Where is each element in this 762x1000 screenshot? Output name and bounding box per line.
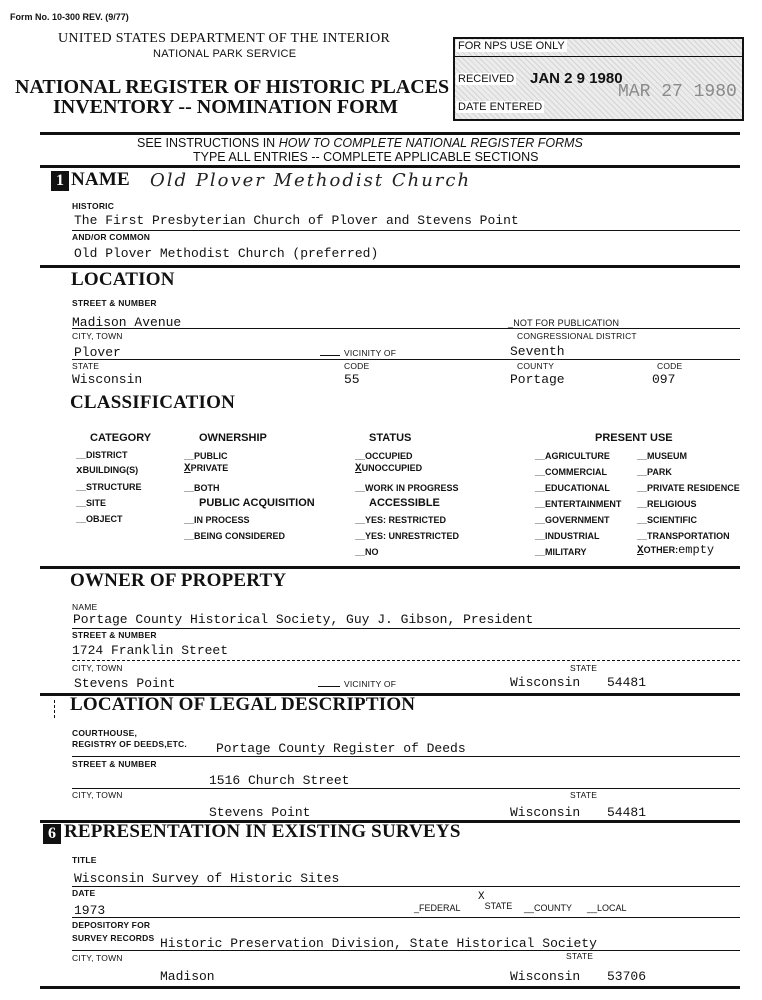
- use-scientific: __SCIENTIFIC: [637, 515, 698, 525]
- survey-date-value: 1973: [74, 903, 106, 918]
- legal-city-label: CITY, TOWN: [72, 790, 123, 800]
- survey-county: __COUNTY: [524, 903, 573, 913]
- legal-street-value: 1516 Church Street: [209, 773, 350, 788]
- service-name: NATIONAL PARK SERVICE: [153, 48, 297, 60]
- common-label: AND/OR COMMON: [72, 232, 151, 242]
- section-title-name: NAME: [71, 169, 130, 190]
- received-label: RECEIVED: [458, 73, 515, 85]
- state-value: Wisconsin: [72, 372, 143, 387]
- section-title-legal-description: LOCATION OF LEGAL DESCRIPTION: [70, 694, 416, 715]
- rule: [72, 756, 740, 757]
- owner-city-value: Stevens Point: [74, 676, 176, 691]
- instructions-top-rule: [40, 132, 740, 135]
- legal-street-label: STREET & NUMBER: [72, 759, 157, 769]
- courthouse-label: COURTHOUSE,: [72, 728, 138, 738]
- use-entertainment: __ENTERTAINMENT: [535, 499, 622, 509]
- survey-title-label: TITLE: [72, 855, 97, 865]
- owner-zip-value: 54481: [607, 675, 647, 690]
- section-rule: [40, 265, 740, 268]
- rule: [72, 950, 740, 951]
- legal-state-label: STATE: [570, 790, 598, 800]
- survey-local: __LOCAL: [587, 903, 627, 913]
- rule: [72, 917, 740, 918]
- use-military: __MILITARY: [535, 547, 587, 557]
- rule: [72, 660, 740, 661]
- vicinity-blank: [320, 355, 340, 356]
- date-entered-label: DATE ENTERED: [458, 101, 543, 113]
- owner-street-label: STREET & NUMBER: [72, 630, 157, 640]
- depository-zip-value: 53706: [607, 969, 647, 984]
- category-district: __DISTRICT: [76, 450, 128, 460]
- accessible-header: ACCESSIBLE: [369, 497, 440, 509]
- section-rule: [40, 566, 740, 569]
- county-value: Portage: [510, 372, 565, 387]
- present-use-header: PRESENT USE: [595, 432, 673, 444]
- ownership-header: OWNERSHIP: [199, 432, 267, 444]
- depository-label-2: SURVEY RECORDS: [72, 933, 155, 943]
- survey-date-label: DATE: [72, 888, 96, 898]
- city-label: CITY, TOWN: [72, 331, 123, 341]
- owner-street-value: 1724 Franklin Street: [72, 643, 229, 658]
- ownership-public: __PUBLIC: [184, 451, 228, 461]
- survey-title-value: Wisconsin Survey of Historic Sites: [74, 871, 340, 886]
- section-title-classification: CLASSIFICATION: [70, 392, 236, 413]
- category-object: __OBJECT: [76, 514, 123, 524]
- received-stamp: JAN 2 9 1980: [530, 70, 623, 87]
- section-title-location: LOCATION: [71, 269, 175, 290]
- historic-name-value: The First Presbyterian Church of Plover and Stevens Point: [74, 213, 519, 228]
- accessible-unrestricted: __YES: UNRESTRICTED: [355, 531, 460, 541]
- use-religious: __RELIGIOUS: [637, 499, 697, 509]
- street-label: STREET & NUMBER: [72, 298, 157, 308]
- status-work-in-progress: __WORK IN PROGRESS: [355, 483, 459, 493]
- nps-box-label: FOR NPS USE ONLY: [458, 40, 565, 52]
- form-title-line2: INVENTORY -- NOMINATION FORM: [53, 96, 399, 118]
- use-industrial: __INDUSTRIAL: [535, 531, 600, 541]
- section-title-surveys: REPRESENTATION IN EXISTING SURVEYS: [64, 821, 461, 842]
- status-header: STATUS: [369, 432, 412, 444]
- owner-state-value: Wisconsin: [510, 675, 581, 690]
- depository-city-label: CITY, TOWN: [72, 953, 123, 963]
- accessible-no: __NO: [355, 547, 379, 557]
- legal-city-value: Stevens Point: [209, 805, 311, 820]
- status-occupied: __OCCUPIED: [355, 451, 413, 461]
- county-code-label: CODE: [657, 361, 683, 371]
- instructions-line2: TYPE ALL ENTRIES -- COMPLETE APPLICABLE SECTIONS: [193, 150, 539, 164]
- depository-value: Historic Preservation Division, State Historical Society: [160, 936, 597, 951]
- use-museum: __MUSEUM: [637, 451, 688, 461]
- handwritten-name: Old Plover Methodist Church: [150, 170, 472, 191]
- use-commercial: __COMMERCIAL: [535, 467, 608, 477]
- use-agriculture: __AGRICULTURE: [535, 451, 610, 461]
- owner-vicinity-label: VICINITY OF: [344, 679, 397, 689]
- congressional-label: CONGRESSIONAL DISTRICT: [517, 331, 637, 341]
- vicinity-blank: [318, 686, 340, 687]
- owner-name-value: Portage County Historical Society, Guy J. Gibson, President: [73, 612, 534, 627]
- depository-state-label: STATE: [566, 951, 594, 961]
- ownership-both: __BOTH: [184, 483, 220, 493]
- rule: [72, 359, 740, 360]
- status-unoccupied: XUNOCCUPIED: [355, 463, 423, 475]
- state-code-value: 55: [344, 372, 360, 387]
- historic-label: HISTORIC: [72, 201, 115, 211]
- acquisition-being-considered: __BEING CONSIDERED: [184, 531, 286, 541]
- category-buildings: xBUILDING(S): [76, 465, 139, 477]
- use-other: XOTHER:empty: [637, 543, 715, 557]
- survey-federal: _FEDERAL: [414, 903, 461, 913]
- department-name: UNITED STATES DEPARTMENT OF THE INTERIOR: [58, 31, 391, 46]
- depository-label-1: DEPOSITORY FOR: [72, 920, 151, 930]
- state-label: STATE: [72, 361, 100, 371]
- depository-state-value: Wisconsin: [510, 969, 581, 984]
- county-label: COUNTY: [517, 361, 555, 371]
- owner-name-label: NAME: [72, 602, 98, 612]
- owner-state-label: STATE: [570, 663, 598, 673]
- nps-box-divider: [455, 56, 742, 57]
- use-park: __PARK: [637, 467, 672, 477]
- rule: [72, 628, 740, 629]
- rule: [72, 230, 740, 231]
- category-header: CATEGORY: [90, 432, 152, 444]
- received-stamp-second: MAR 27 1980: [618, 82, 737, 102]
- instructions-line1: SEE INSTRUCTIONS IN HOW TO COMPLETE NATIONAL REGISTER FORMS: [137, 136, 583, 150]
- section-title-owner: OWNER OF PROPERTY: [70, 570, 287, 591]
- county-code-value: 097: [652, 372, 676, 387]
- congressional-value: Seventh: [510, 344, 565, 359]
- legal-zip-value: 54481: [607, 805, 647, 820]
- street-value: Madison Avenue: [72, 315, 182, 330]
- rule: [72, 788, 740, 789]
- use-educational: __EDUCATIONAL: [535, 483, 610, 493]
- category-structure: __STRUCTURE: [76, 482, 142, 492]
- accessible-restricted: __YES: RESTRICTED: [355, 515, 447, 525]
- rule: [72, 328, 740, 329]
- instructions-bottom-rule: [40, 165, 740, 168]
- code-label: CODE: [344, 361, 370, 371]
- section-number-6: 6: [43, 824, 61, 844]
- survey-state: XSTATE: [478, 891, 513, 911]
- category-site: __SITE: [76, 498, 107, 508]
- margin-mark: [54, 700, 55, 718]
- use-transportation: __TRANSPORTATION: [637, 531, 730, 541]
- acquisition-in-process: __IN PROCESS: [184, 515, 250, 525]
- public-acquisition-header: PUBLIC ACQUISITION: [199, 497, 315, 509]
- depository-city-value: Madison: [160, 969, 215, 984]
- registry-value: Portage County Register of Deeds: [216, 741, 466, 756]
- common-name-value: Old Plover Methodist Church (preferred): [74, 246, 379, 261]
- form-title-line1: NATIONAL REGISTER OF HISTORIC PLACES: [15, 76, 450, 98]
- legal-state-value: Wisconsin: [510, 805, 581, 820]
- use-private-residence: __PRIVATE RESIDENCE: [637, 483, 740, 493]
- registry-label: REGISTRY OF DEEDS,ETC.: [72, 739, 187, 749]
- owner-city-label: CITY, TOWN: [72, 663, 123, 673]
- ownership-private: XPRIVATE: [184, 463, 229, 475]
- vicinity-label: VICINITY OF: [344, 348, 397, 358]
- form-number: Form No. 10-300 REV. (9/77): [10, 12, 129, 22]
- city-value: Plover: [74, 345, 121, 360]
- section-rule: [40, 986, 740, 989]
- not-for-publication: _NOT FOR PUBLICATION: [508, 318, 620, 328]
- rule: [72, 886, 740, 887]
- section-number-1: 1: [51, 171, 69, 191]
- use-government: __GOVERNMENT: [535, 515, 610, 525]
